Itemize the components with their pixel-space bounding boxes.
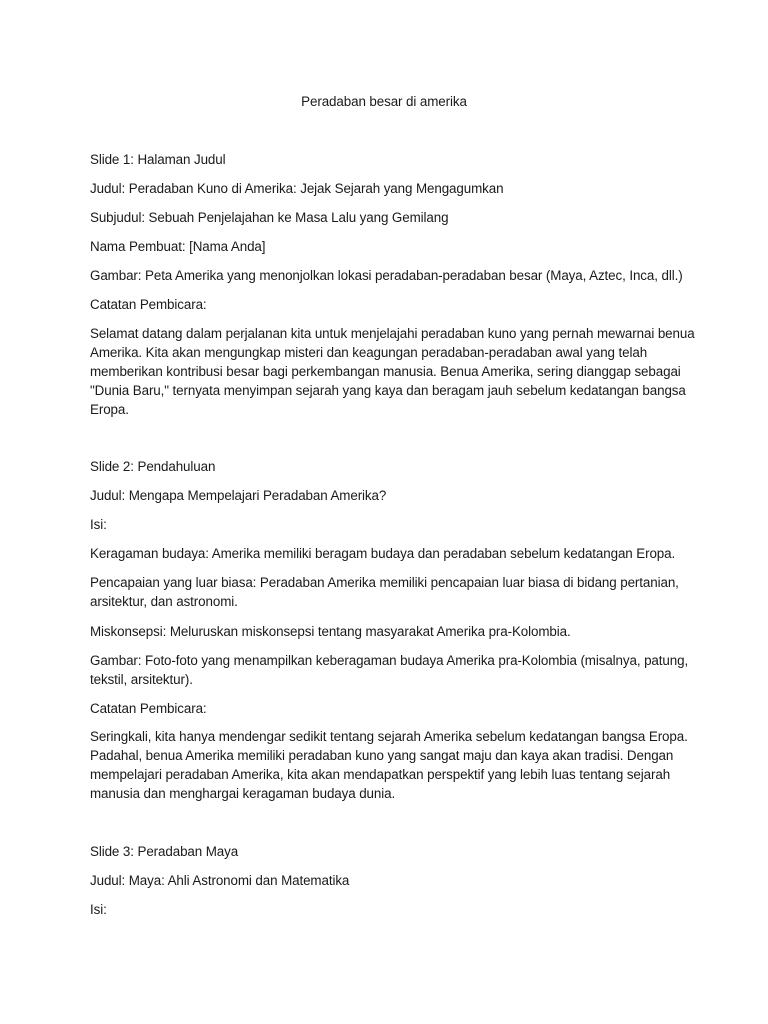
paragraph-line: Seringkali, kita hanya mendengar sedikit tentang sejarah Amerika sebelum kedatangan bangsa Eropa. <box>90 729 688 744</box>
paragraph-line: Amerika. Kita akan mengungkap misteri dan keagungan peradaban-peradaban awal yang telah <box>90 345 648 360</box>
paragraph-line: Eropa. <box>90 402 129 417</box>
paragraph-line: arsitektur, dan astronomi. <box>90 594 238 609</box>
slide1-judul: Judul: Peradaban Kuno di Amerika: Jejak Sejarah yang Mengagumkan <box>90 181 504 196</box>
slide1-catatan-paragraph <box>90 324 695 419</box>
slide2-catatan-paragraph <box>90 727 688 803</box>
paragraph-line: tekstil, arsitektur). <box>90 672 193 687</box>
paragraph-line: Pencapaian yang luar biasa: Peradaban Amerika memiliki pencapaian luar biasa di bidang pertanian, <box>90 575 679 590</box>
slide2-isi-label: Isi: <box>90 517 107 532</box>
slide2-judul: Judul: Mengapa Mempelajari Peradaban Amerika? <box>90 488 387 503</box>
paragraph-line: mempelajari peradaban Amerika, kita akan mendapatkan perspektif yang lebih luas tentang sejarah <box>90 767 671 782</box>
slide1-nama-pembuat: Nama Pembuat: [Nama Anda] <box>90 239 266 254</box>
slide2-gambar <box>90 651 689 689</box>
slide1-catatan-label: Catatan Pembicara: <box>90 297 207 312</box>
paragraph-line: "Dunia Baru," ternyata menyimpan sejarah yang kaya dan beragam jauh sebelum kedatangan bangsa <box>90 383 686 398</box>
slide2-keragaman: Keragaman budaya: Amerika memiliki beragam budaya dan peradaban sebelum kedatangan Eropa. <box>90 546 676 561</box>
slide2-miskonsepsi: Miskonsepsi: Meluruskan miskonsepsi tentang masyarakat Amerika pra-Kolombia. <box>90 624 571 639</box>
slide3-isi-label: Isi: <box>90 902 107 917</box>
slide1-gambar: Gambar: Peta Amerika yang menonjolkan lokasi peradaban-peradaban besar (Maya, Aztec, Inca, dll.) <box>90 268 683 283</box>
paragraph-line: Selamat datang dalam perjalanan kita untuk menjelajahi peradaban kuno yang pernah mewarnai benua <box>90 326 695 341</box>
slide3-heading: Slide 3: Peradaban Maya <box>90 844 239 859</box>
paragraph-line: manusia dan menghargai keragaman budaya dunia. <box>90 786 396 801</box>
document-title: Peradaban besar di amerika <box>301 94 467 109</box>
paragraph-line: memberikan kontribusi besar bagi perkembangan manusia. Benua Amerika, sering dianggap sebagai <box>90 364 681 379</box>
slide2-heading: Slide 2: Pendahuluan <box>90 459 216 474</box>
slide3-judul: Judul: Maya: Ahli Astronomi dan Matematika <box>90 873 350 888</box>
slide2-pencapaian <box>90 573 680 611</box>
paragraph-line: Gambar: Foto-foto yang menampilkan keberagaman budaya Amerika pra-Kolombia (misalnya, patung, <box>90 653 689 668</box>
slide2-catatan-label: Catatan Pembicara: <box>90 701 207 716</box>
paragraph-line: Padahal, benua Amerika memiliki peradaban kuno yang sangat maju dan kaya akan tradisi. Dengan <box>90 748 674 763</box>
slide1-heading: Slide 1: Halaman Judul <box>90 152 226 167</box>
slide1-subjudul: Subjudul: Sebuah Penjelajahan ke Masa Lalu yang Gemilang <box>90 210 449 225</box>
